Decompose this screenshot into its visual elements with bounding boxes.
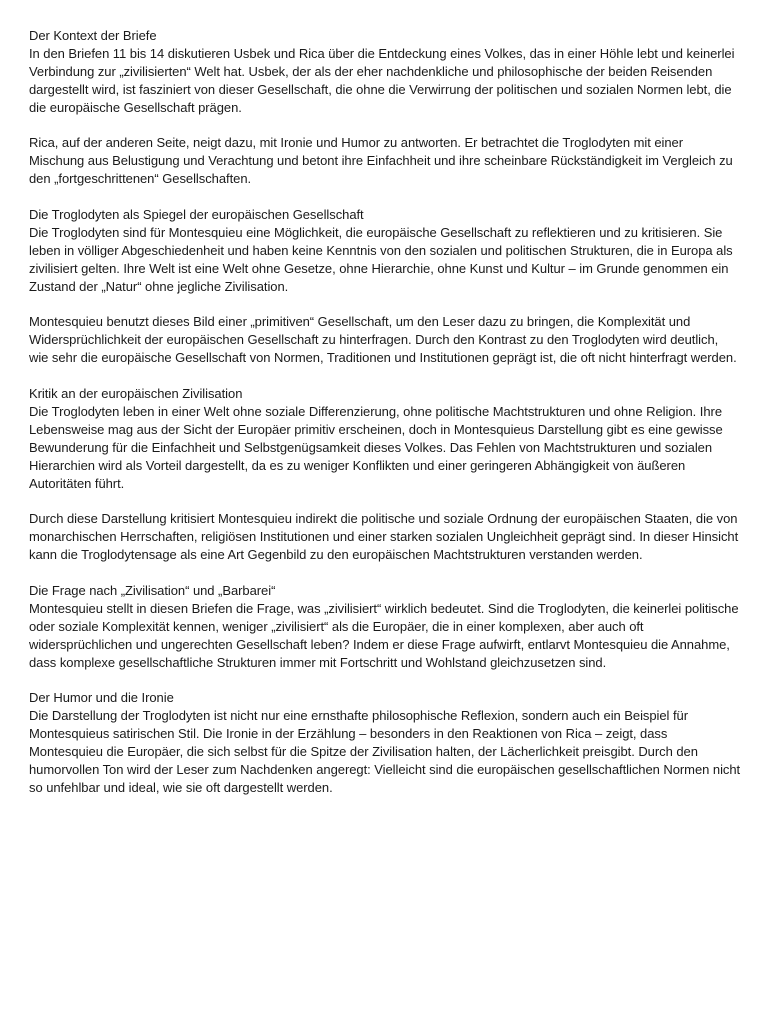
section-heading: Der Kontext der Briefe (29, 28, 157, 43)
section-humor-irony (29, 689, 741, 796)
paragraph: Montesquieu benutzt dieses Bild einer „primitiven“ Gesellschaft, um den Leser dazu zu bringen, die Komplexität und Widersprüchlichkeit der europäischen Gesellschaft zu hinterfragen. Durch den Kontrast zu den Troglodyten wird deutlich, wie sehr die europäische Gesellschaft von Normen, Traditionen und Institutionen geprägt ist, die oft nicht hinterfragt werden. (29, 314, 737, 366)
section-mirror (29, 206, 741, 367)
section-context (29, 27, 741, 188)
section-critique (29, 385, 741, 564)
section-civilisation-question (29, 582, 741, 672)
paragraph: Die Troglodyten sind für Montesquieu eine Möglichkeit, die europäische Gesellschaft zu reflektieren und zu kritisieren. Sie leben in völliger Abgeschiedenheit und haben keine Kenntnis von den sozialen und politischen Strukturen, die in Europa als zivilisiert gelten. Ihre Welt ist eine Welt ohne Gesetze, ohne Hierarchie, ohne Kunst und Kultur – im Grunde genommen ein Zustand der „Natur“ ohne jegliche Zivilisation. (29, 224, 733, 294)
section-heading: Die Troglodyten als Spiegel der europäischen Gesellschaft (29, 207, 364, 223)
paragraph: Rica, auf der anderen Seite, neigt dazu, mit Ironie und Humor zu antworten. Er betrachtet die Troglodyten mit einer Mischung aus Belustigung und Verachtung und betont ihre Einfachheit und ihre scheinbare Rückständigkeit im Vergleich zu den „fortgeschrittenen“ Gesellschaften. (29, 135, 733, 187)
paragraph: Die Darstellung der Troglodyten ist nicht nur eine ernsthafte philosophische Reflexion, sondern auch ein Beispiel für Montesquieus satirischen Stil. Die Ironie in der Erzählung – besonders in den Reaktionen von Rica – zeigt, dass Montesquieu die Europäer, die sich selbst für die Spitze der Zivilisation halten, der Lächerlichkeit preisgibt. Durch den humorvollen Ton wird der Leser zum Nachdenken angeregt: Vielleicht sind die europäischen gesellschaftlichen Normen nicht so unfehlbar und ideal, wie sie oft dargestellt werden. (29, 708, 741, 795)
paragraph: Montesquieu stellt in diesen Briefen die Frage, was „zivilisiert“ wirklich bedeutet. Sind die Troglodyten, die keinerlei politische oder soziale Komplexität kennen, weniger „zivilisiert“ als die Europäer, die in einer komplexen, aber auch oft widersprüchlichen und ungerechten Gesellschaft leben? Indem er diese Frage aufwirft, entlarvt Montesquieu die Annahme, dass komplexe gesellschaftliche Strukturen immer mit Fortschritt und Wohlstand gleichzusetzen sind. (29, 600, 739, 670)
section-heading: Die Frage nach „Zivilisation“ und „Barbarei“ (29, 583, 276, 598)
paragraph: Durch diese Darstellung kritisiert Montesquieu indirekt die politische und soziale Ordnung der europäischen Staaten, die von monarchischen Herrschaften, religiösen Institutionen und einer starken sozialen Ungleichheit geprägt sind. In dieser Hinsicht kann die Troglodytensage als eine Art Gegenbild zu den europäischen Machtstrukturen verstanden werden. (29, 511, 739, 563)
paragraph: In den Briefen 11 bis 14 diskutieren Usbek und Rica über die Entdeckung eines Volkes, das in einer Höhle lebt und keinerlei Verbindung zur „zivilisierten“ Welt hat. Usbek, der als der eher nachdenkliche und philosophische der beiden Reisenden dargestellt wird, ist fasziniert von dieser Gesellschaft, die ohne die Verwirrung der politischen und sozialen Normen lebt, die die europäische Gesellschaft prägen. (29, 45, 735, 115)
section-heading: Der Humor und die Ironie (29, 690, 174, 706)
section-heading: Kritik an der europäischen Zivilisation (29, 386, 243, 402)
paragraph: Die Troglodyten leben in einer Welt ohne soziale Differenzierung, ohne politische Machtstrukturen und ohne Religion. Ihre Lebensweise mag aus der Sicht der Europäer primitiv erscheinen, doch in Montesquieus Darstellung gibt es eine gewisse Bewunderung für die Einfachheit und Selbstgenügsamkeit dieses Volkes. Das Fehlen von Machtstrukturen und sozialen Hierarchien wird als Vorteil dargestellt, da es zu weniger Konflikten und einer geringeren Abhängigkeit von äußeren Autoritäten führt. (29, 403, 723, 491)
document-page (29, 27, 741, 815)
